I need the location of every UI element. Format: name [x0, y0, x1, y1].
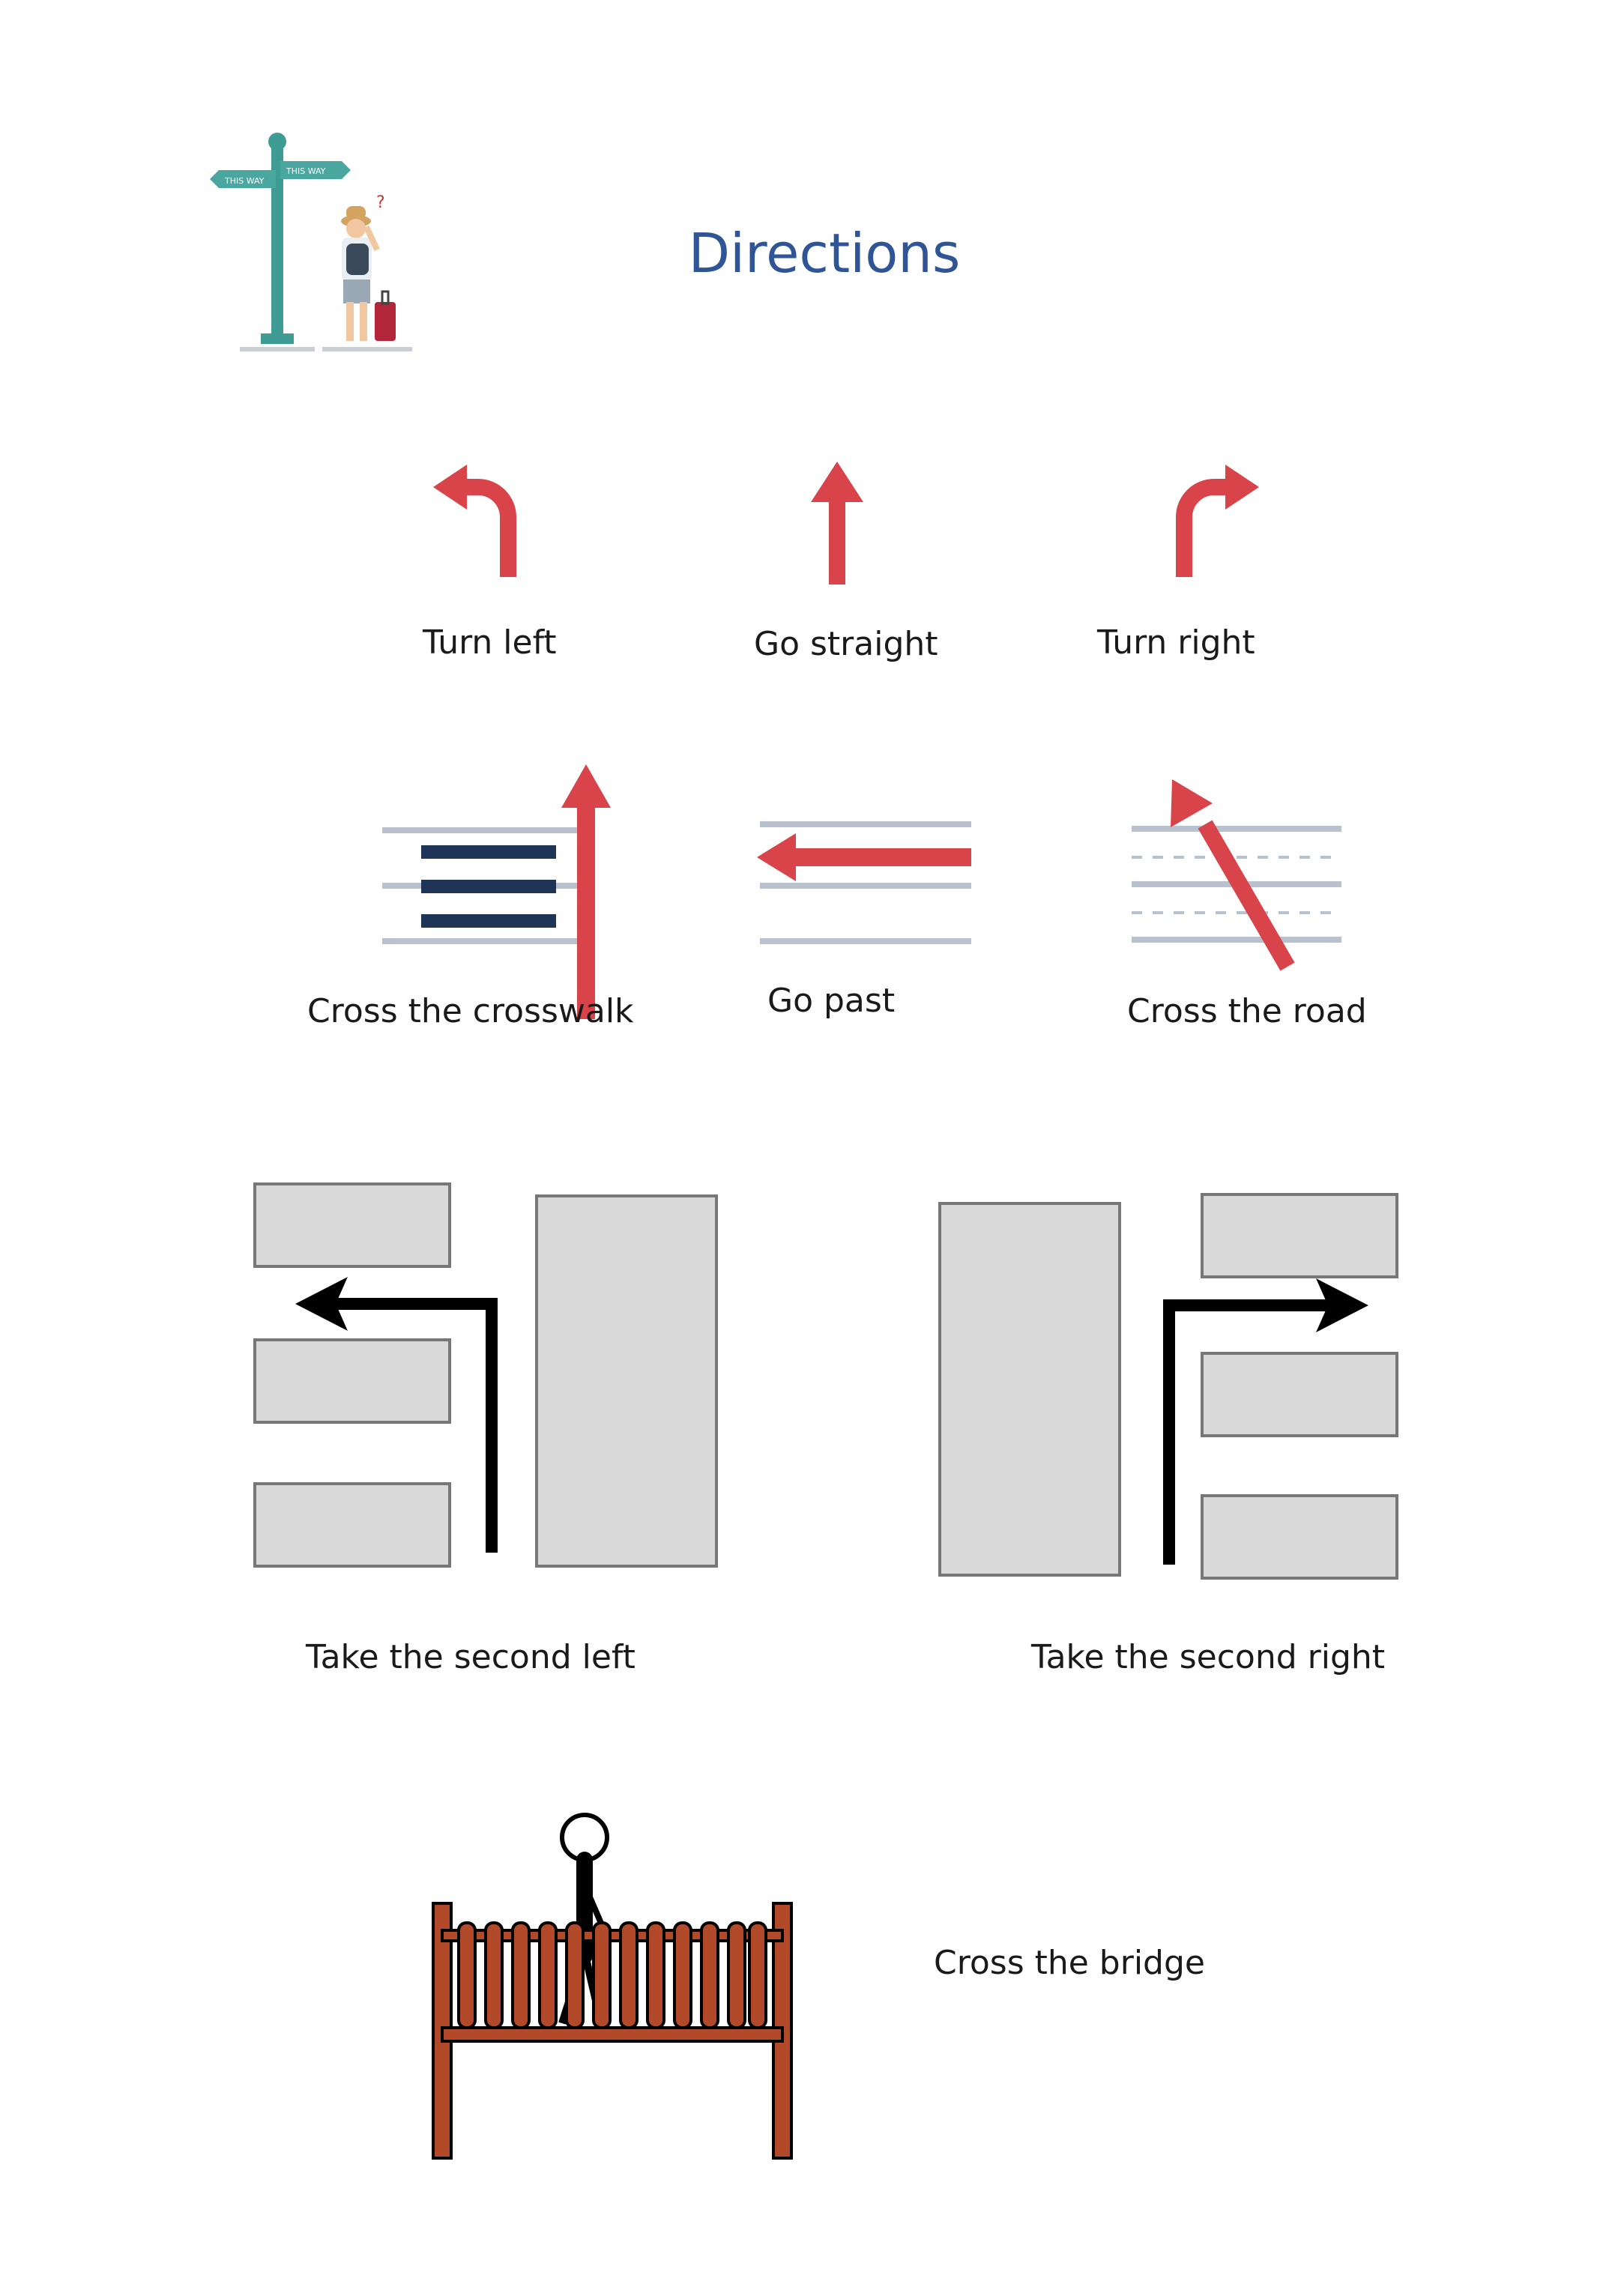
question-mark: ?: [376, 193, 385, 212]
cross-road-label: Cross the road: [1127, 992, 1367, 1030]
second-left-map-icon: [247, 1176, 734, 1574]
turn-right-label: Turn right: [1097, 623, 1255, 662]
second-right-label: Take the second right: [1031, 1638, 1386, 1676]
sign-right-text: THIS WAY: [286, 166, 326, 176]
crosswalk-icon: [382, 764, 615, 982]
bridge-walker-icon: [427, 1806, 802, 2166]
go-past-icon: [757, 817, 974, 952]
page-title: Directions: [688, 222, 961, 285]
go-straight-label: Go straight: [754, 625, 938, 663]
cross-bridge-label: Cross the bridge: [934, 1944, 1205, 1982]
go-past-label: Go past: [767, 982, 896, 1020]
turn-left-arrow-icon: [433, 465, 523, 584]
second-right-map-icon: [929, 1187, 1416, 1584]
sign-left-text: THIS WAY: [225, 176, 265, 186]
signpost-traveler-icon: [202, 131, 420, 378]
second-left-label: Take the second left: [306, 1638, 636, 1676]
crosswalk-label: Cross the crosswalk: [307, 992, 634, 1030]
straight-arrow-icon: [811, 462, 863, 584]
turn-left-label: Turn left: [423, 623, 557, 662]
cross-road-icon: [1124, 779, 1356, 974]
turn-right-arrow-icon: [1171, 465, 1261, 584]
